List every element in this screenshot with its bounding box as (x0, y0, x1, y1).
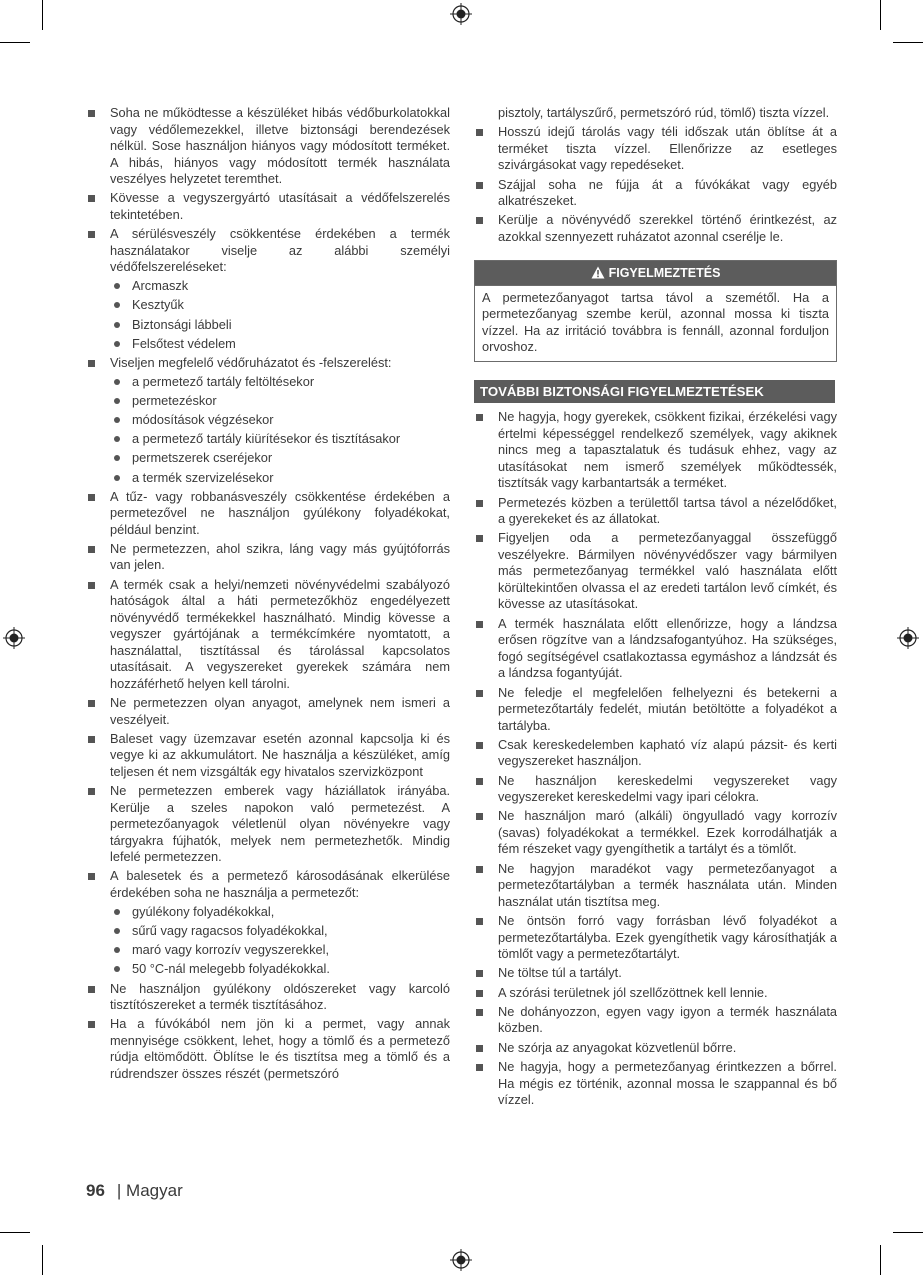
sub-list-item: 50 °C-nál melegebb folyadékokkal. (86, 961, 450, 978)
crop-mark (880, 1245, 881, 1275)
registration-mark-icon (3, 627, 25, 649)
continued-text: pisztoly, tartályszűrő, permetszóró rúd, tömlő) tiszta vízzel. (498, 105, 830, 120)
sub-list-item: Kesztyűk (86, 297, 450, 314)
list-item: Ne permetezzen olyan anyagot, amelynek nem ismeri a veszélyeit. (86, 695, 450, 728)
crop-mark (42, 1245, 43, 1275)
list-item: Baleset vagy üzemzavar esetén azonnal kapcsolja ki és vegye ki az akkumulátort. Ne használja a készüléket, amíg teljesen ét nem vizsgálták egy hivatalos szervizközpont (86, 731, 450, 781)
sub-list-item: módosítások végzésekor (86, 412, 450, 429)
list-item: Ne dohányozzon, egyen vagy igyon a termék használata közben. (474, 1004, 837, 1037)
sub-list-item: a permetező tartály kiürítésekor és tisztításakor (86, 431, 450, 448)
page-footer (86, 1181, 183, 1201)
warning-box (474, 260, 837, 362)
list-item: Ne szórja az anyagokat közvetlenül bőrre. (474, 1040, 837, 1057)
list-item: A termék csak a helyi/nemzeti növényvédelmi szabályozó hatóságok által a háti permetezőkhöz engedélyezett növényvédő termékekkel használható. Mindig kövesse a vegyszer gyártójának a termékcímkére nyomtatott, a használattal, tisztítással és tárolással kapcsolatos utasításait. A vegyszereket gyerekek számára nem hozzáférhető helyen kell tárolni. (86, 577, 450, 693)
section-title: TOVÁBBI BIZTONSÁGI FIGYELMEZTETÉSEK (474, 380, 835, 404)
list-item: Kövesse a vegyszergyártó utasításait a védőfelszerelés tekintetében. (86, 190, 450, 223)
list-item: Csak kereskedelemben kapható víz alapú pázsit- és kerti vegyszereket használjon. (474, 737, 837, 770)
warning-text: A permetezőanyagot tartsa távol a szemétől. Ha a permetezőanyag szembe kerül, azonnal mossa ki tiszta vízzel. Ha az irritáció továbbra is fennáll, azonnal forduljon orvoshoz. (482, 289, 829, 355)
crop-mark (42, 0, 43, 30)
sub-list-item: permetezéskor (86, 393, 450, 410)
list-item: Ne használjon gyúlékony oldószereket vagy karcoló tisztítószereket a termék tisztításához. (86, 981, 450, 1014)
list-item: A tűz- vagy robbanásveszély csökkentése érdekében a permetezővel ne használjon gyúlékony folyadékokat, például benzint. (86, 489, 450, 539)
crop-mark (893, 1232, 923, 1233)
list-item: Ne használjon maró (alkáli) öngyulladó vagy korrozív (savas) folyadékokat a termékkel. Ezek korrodálhatják a fém részeket vagy gyengíthetik a tartályt és a tömlőt. (474, 808, 837, 858)
list-item: Ne töltse túl a tartályt. (474, 965, 837, 982)
sub-list-item: sűrű vagy ragacsos folyadékokkal, (86, 923, 450, 940)
crop-mark (880, 0, 881, 30)
safety-list (86, 105, 450, 1082)
list-item: Permetezés közben a területtől tartsa távol a nézelődőket, a gyerekeket és az állatokat. (474, 495, 837, 528)
crop-mark (893, 42, 923, 43)
list-item: Ne hagyjon maradékot vagy permetezőanyagot a permetezőtartályban a termék használata után. Minden használat után tisztítsa meg. (474, 861, 837, 911)
list-item: A sérülésveszély csökkentése érdekében a termék használatakor viselje az alábbi személyi védőfelszereléseket: (86, 226, 450, 276)
warning-triangle-icon (591, 266, 605, 279)
sub-list-item: gyúlékony folyadékokkal, (86, 904, 450, 921)
safety-list (474, 409, 837, 1108)
sub-list-item: maró vagy korrozív vegyszerekkel, (86, 942, 450, 959)
list-item: Ne hagyja, hogy a permetezőanyag érintkezzen a bőrrel. Ha mégis ez történik, azonnal mossa le szappannal és bő vízzel. (474, 1059, 837, 1109)
warning-title: FIGYELMEZTETÉS (608, 266, 721, 281)
language-label: | Magyar (116, 1181, 183, 1200)
sub-list-item: permetszerek cseréjekor (86, 450, 450, 467)
list-item: Ne permetezzen emberek vagy háziállatok irányába. Kerülje a szeles napokon való permetezést. A permetezőanyagok véletlenül olyan növényekre vagy tárgyakra fújhatók, melyek nem permetezhetők. Mindig lefelé permetezzen. (86, 783, 450, 866)
list-item: Viseljen megfelelő védőruházatot és -felszerelést: (86, 355, 450, 372)
crop-mark (0, 42, 30, 43)
list-item: A balesetek és a permetező károsodásának elkerülése érdekében soha ne használja a permetezőt: (86, 868, 450, 901)
crop-mark (0, 1232, 30, 1233)
list-item: A termék használata előtt ellenőrizze, hogy a lándzsa erősen rögzítve van a lándzsafogantyúhoz. Ha szükséges, fogó segítségével csatlakoztassa egymáshoz a lándzsát és a lándzsa fogantyúját. (474, 616, 837, 682)
list-item: Kerülje a növényvédő szerekkel történő érintkezést, az azokkal szennyezett ruházatot azonnal cserélje le. (474, 212, 837, 245)
sub-list-item: Arcmaszk (86, 278, 450, 295)
list-item: Ne öntsön forró vagy forrásban lévő folyadékot a permetezőtartályba. Ezek gyengíthetik vagy károsíthatják a tömlőt vagy a permetezőtartályt. (474, 913, 837, 963)
registration-mark-icon (450, 1249, 472, 1271)
page-number: 96 (86, 1181, 105, 1200)
registration-mark-icon (450, 3, 472, 25)
list-item: Soha ne működtesse a készüléket hibás védőburkolatokkal vagy védőlemezekkel, illetve biztonsági berendezések nélkül. Sose használjon hiányos vagy módosított terméket. A hibás, hiányos vagy módosított termék használata veszélyes helyzetet teremthet. (86, 105, 450, 188)
list-item: A szórási területnek jól szellőzöttnek kell lennie. (474, 985, 837, 1002)
sub-list-item: Biztonsági lábbeli (86, 317, 450, 334)
sub-list-item: Felsőtest védelem (86, 336, 450, 353)
sub-list-item: a permetező tartály feltöltésekor (86, 374, 450, 391)
list-item: Hosszú idejű tárolás vagy téli időszak után öblítse át a terméket tiszta vízzel. Ellenőrizze az esetleges szivárgásokat vagy repedéseket. (474, 124, 837, 174)
right-column (474, 105, 837, 1111)
list-item: Ne permetezzen, ahol szikra, láng vagy más gyújtóforrás van jelen. (86, 541, 450, 574)
list-item: Ne feledje el megfelelően felhelyezni és betekerni a permetezőtartály fedelét, miután betöltötte a folyadékot a tartályba. (474, 685, 837, 735)
list-item: Ne használjon kereskedelmi vegyszereket vagy vegyszereket kereskedelmi vagy ipari célokra. (474, 773, 837, 806)
list-item: Ne hagyja, hogy gyerekek, csökkent fizikai, érzékelési vagy értelmi képességgel rendelkező személyek, vagy akiknek nincs meg a tapasztalatuk és tudásuk ehhez, vagy az utasításokat nem ismerő személyek működtessék, tisztítsák vagy karbantartsák a terméket. (474, 409, 837, 492)
list-item: Figyeljen oda a permetezőanyaggal összefüggő veszélyekre. Bármilyen növényvédőszer vagy bármilyen más permetezőanyag termékkel való használata előtt körültekintően olvassa el az eredeti tartálon levő címkét, és kövesse az utasításokat. (474, 530, 837, 613)
safety-list (474, 124, 837, 245)
list-item: Szájjal soha ne fújja át a fúvókákat vagy egyéb alkatrészeket. (474, 177, 837, 210)
registration-mark-icon (897, 627, 919, 649)
left-column (86, 105, 450, 1085)
warning-header (475, 261, 836, 286)
list-item: Ha a fúvókából nem jön ki a permet, vagy annak mennyisége csökkent, lehet, hogy a tömlő és a permetező rúdja eltömődött. Öblítse le és tisztítsa meg a tömlő és a rúdrendszer összes részét (permetszóró (86, 1016, 450, 1082)
sub-list-item: a termék szervizelésekor (86, 470, 450, 487)
